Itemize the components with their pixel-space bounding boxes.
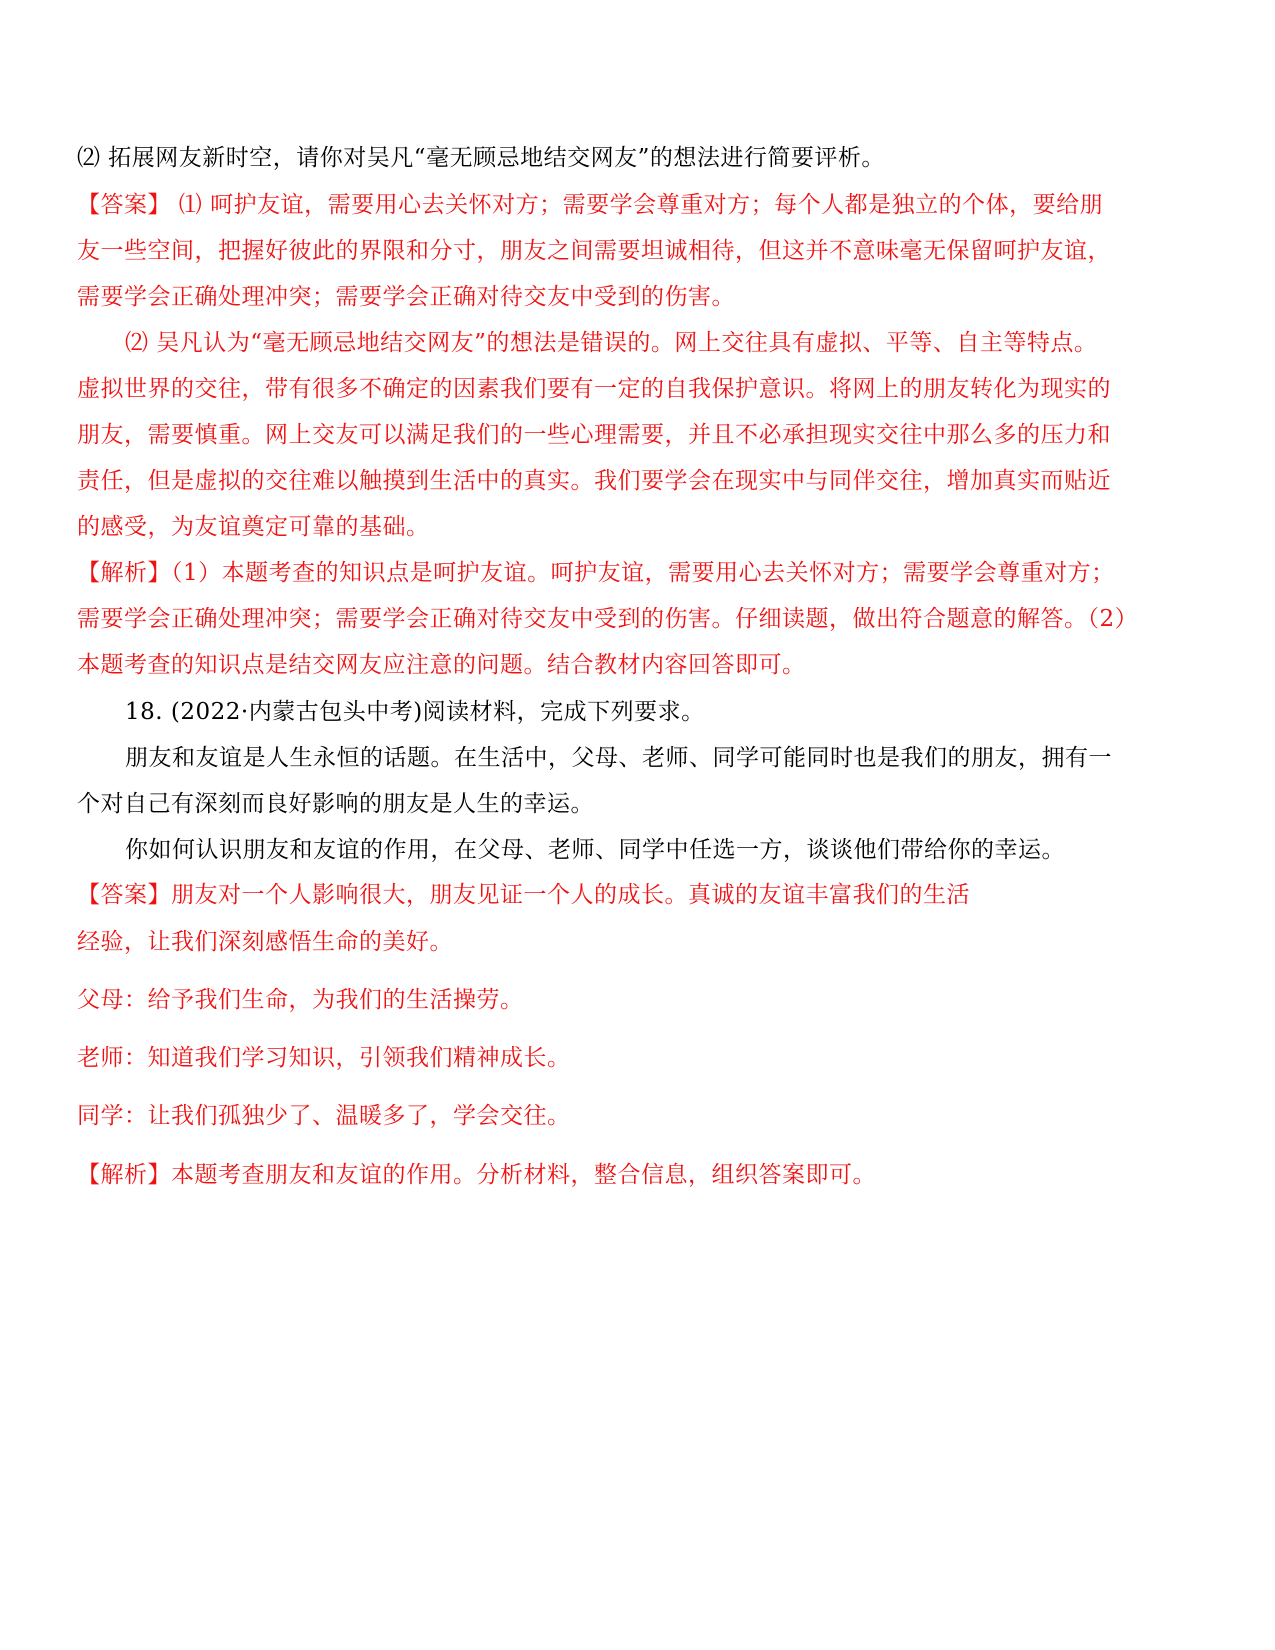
question-18-material-line-2: 个对自己有深刻而良好影响的朋友是人生的幸运。 <box>77 791 594 817</box>
answer-2-line-1: 【答案】朋友对一个人影响很大，朋友见证一个人的成长。真诚的友谊丰富我们的生活 <box>77 882 970 908</box>
answer-1-line-5: 虚拟世界的交往，带有很多不确定的因素我们要有一定的自我保护意识。将网上的朋友转化为现实的 <box>77 376 1111 402</box>
analysis-1-line-3: 本题考查的知识点是结交网友应注意的问题。结合教材内容回答即可。 <box>77 652 806 678</box>
question-17-part2-prompt: ⑵ 拓展网友新时空，请你对吴凡“毫无顾忌地结交网友”的想法进行简要评析。 <box>77 145 885 171</box>
analysis-1-line-2: 需要学会正确处理冲突；需要学会正确对待交友中受到的伤害。仔细读题，做出符合题意的解答。（2） <box>77 606 1139 632</box>
answer-1-line-7: 责任，但是虚拟的交往难以触摸到生活中的真实。我们要学会在现实中与同伴交往，增加真实而贴近 <box>77 468 1111 494</box>
analysis-2: 【解析】本题考查朋友和友谊的作用。分析材料，整合信息，组织答案即可。 <box>77 1162 876 1188</box>
answer-2-classmate: 同学：让我们孤独少了、温暖多了，学会交往。 <box>77 1103 571 1129</box>
question-18-material-line-1: 朋友和友谊是人生永恒的话题。在生活中，父母、老师、同学可能同时也是我们的朋友，拥有一 <box>125 745 1112 771</box>
answer-1-line-4: ⑵ 吴凡认为“毫无顾忌地结交网友”的想法是错误的。网上交往具有虚拟、平等、自主等特点。 <box>125 330 1098 356</box>
answer-1-line-8: 的感受，为友谊奠定可靠的基础。 <box>77 514 430 540</box>
question-18-title: 18. (2022·内蒙古包头中考)阅读材料，完成下列要求。 <box>125 699 705 725</box>
answer-2-line-2: 经验，让我们深刻感悟生命的美好。 <box>77 929 453 955</box>
answer-1-line-3: 需要学会正确处理冲突；需要学会正确对待交友中受到的伤害。 <box>77 284 735 310</box>
answer-1-line-1: 【答案】 ⑴ 呵护友谊，需要用心去关怀对方；需要学会尊重对方；每个人都是独立的个体，要给朋 <box>77 192 1104 218</box>
answer-2-parents: 父母：给予我们生命，为我们的生活操劳。 <box>77 987 524 1013</box>
answer-1-line-2: 友一些空间，把握好彼此的界限和分寸，朋友之间需要坦诚相待，但这并不意味毫无保留呵护友谊， <box>77 238 1111 264</box>
answer-2-teacher: 老师：知道我们学习知识，引领我们精神成长。 <box>77 1045 571 1071</box>
analysis-1-line-1: 【解析】（1）本题考查的知识点是呵护友谊。呵护友谊，需要用心去关怀对方；需要学会尊重对方； <box>77 560 1115 586</box>
question-18-question: 你如何认识朋友和友谊的作用，在父母、老师、同学中任选一方，谈谈他们带给你的幸运。 <box>125 837 1065 863</box>
answer-1-line-6: 朋友，需要慎重。网上交友可以满足我们的一些心理需要，并且不必承担现实交往中那么多的压力和 <box>77 422 1111 448</box>
